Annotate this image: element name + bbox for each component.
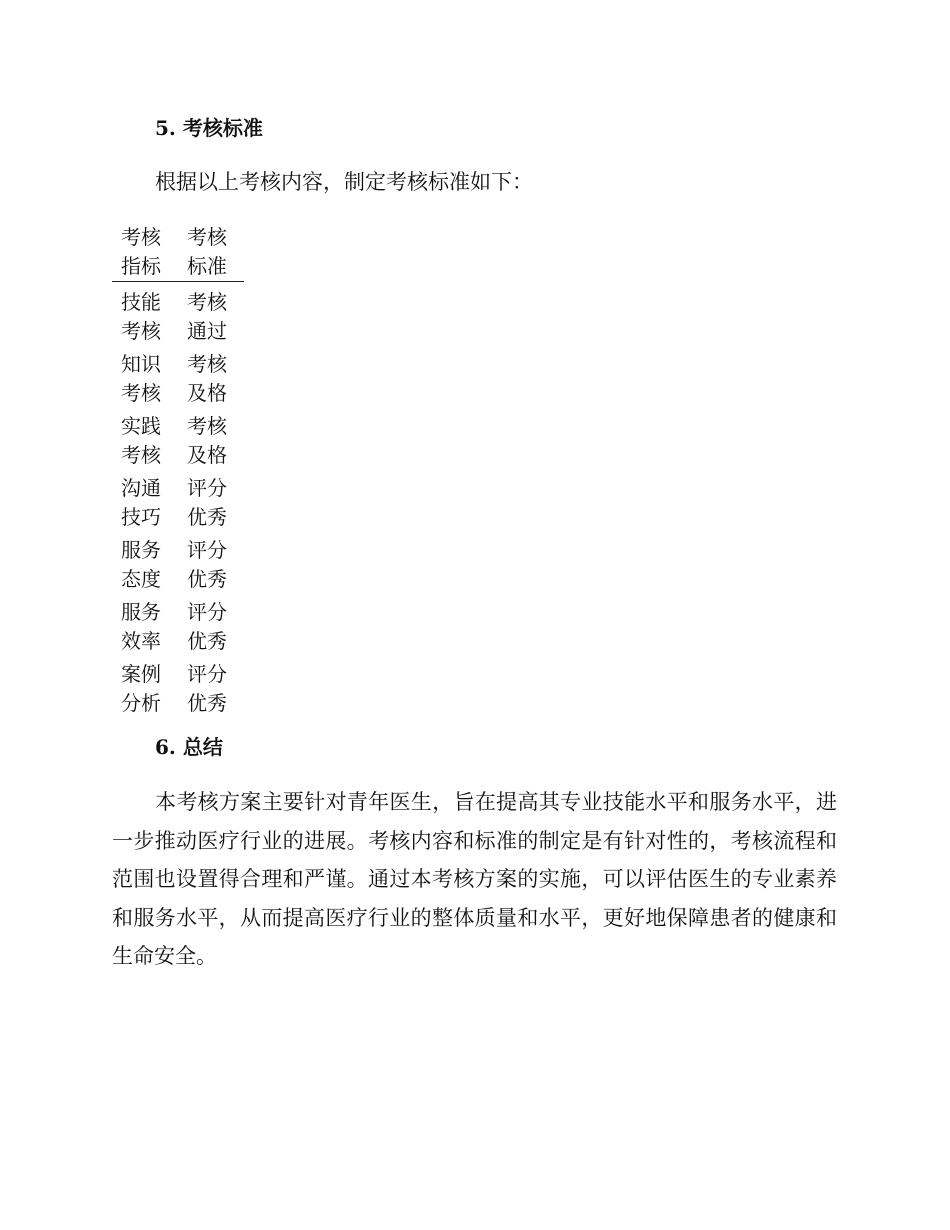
indicator-line: 服务 bbox=[121, 600, 161, 624]
table-row bbox=[112, 531, 244, 593]
indicator-cell bbox=[112, 282, 178, 346]
indicator-line: 态度 bbox=[121, 566, 161, 591]
indicator-line: 实践 bbox=[121, 414, 161, 438]
standard-cell bbox=[178, 469, 244, 531]
section-5-intro: 根据以上考核内容，制定考核标准如下： bbox=[155, 170, 533, 194]
table-row bbox=[112, 593, 244, 655]
indicator-line: 沟通 bbox=[121, 476, 161, 500]
header-indicator-line-1: 考核 bbox=[121, 225, 161, 249]
standard-line: 评分 bbox=[187, 600, 227, 624]
standard-line: 评分 bbox=[187, 538, 227, 562]
header-indicator bbox=[112, 223, 178, 282]
standard-cell bbox=[178, 282, 244, 346]
standard-cell bbox=[178, 531, 244, 593]
standard-line: 通过 bbox=[187, 318, 227, 343]
header-indicator-line-2: 指标 bbox=[121, 253, 161, 278]
standard-line: 考核 bbox=[187, 290, 227, 314]
indicator-line: 技巧 bbox=[121, 504, 161, 529]
standard-cell bbox=[178, 593, 244, 655]
standard-cell bbox=[178, 345, 244, 407]
indicator-line: 考核 bbox=[121, 442, 161, 467]
indicator-cell bbox=[112, 407, 178, 469]
indicator-cell bbox=[112, 655, 178, 717]
standard-line: 优秀 bbox=[187, 566, 227, 591]
standard-line: 及格 bbox=[187, 442, 227, 467]
standard-line: 评分 bbox=[187, 476, 227, 500]
header-standard bbox=[178, 223, 244, 282]
table-row bbox=[112, 407, 244, 469]
indicator-line: 案例 bbox=[121, 662, 161, 686]
header-standard-line-2: 标准 bbox=[187, 253, 227, 278]
criteria-table bbox=[112, 223, 244, 717]
standard-line: 优秀 bbox=[187, 628, 227, 653]
indicator-line: 考核 bbox=[121, 380, 161, 405]
indicator-line: 分析 bbox=[121, 690, 161, 715]
standard-line: 考核 bbox=[187, 414, 227, 438]
section-6-body: 本考核方案主要针对青年医生，旨在提高其专业技能水平和服务水平，进一步推动医疗行业的进展。考核内容和标准的制定是有针对性的，考核流程和范围也设置得合理和严谨。通过本考核方案的实施，可以评估医生的专业素养和服务水平，从而提高医疗行业的整体质量和水平，更好地保障患者的健康和生命安全。 bbox=[112, 790, 837, 968]
standard-line: 优秀 bbox=[187, 504, 227, 529]
indicator-line: 知识 bbox=[121, 352, 161, 376]
criteria-table-header-row bbox=[112, 223, 244, 282]
indicator-line: 效率 bbox=[121, 628, 161, 653]
standard-line: 及格 bbox=[187, 380, 227, 405]
standard-cell bbox=[178, 655, 244, 717]
header-standard-line-1: 考核 bbox=[187, 225, 227, 249]
indicator-line: 技能 bbox=[121, 290, 161, 314]
indicator-line: 服务 bbox=[121, 538, 161, 562]
indicator-cell bbox=[112, 531, 178, 593]
table-row bbox=[112, 282, 244, 346]
standard-line: 优秀 bbox=[187, 690, 227, 715]
table-row bbox=[112, 345, 244, 407]
standard-cell bbox=[178, 407, 244, 469]
indicator-cell bbox=[112, 345, 178, 407]
indicator-cell bbox=[112, 593, 178, 655]
standard-line: 考核 bbox=[187, 352, 227, 376]
table-row bbox=[112, 655, 244, 717]
standard-line: 评分 bbox=[187, 662, 227, 686]
table-row bbox=[112, 469, 244, 531]
indicator-cell bbox=[112, 469, 178, 531]
section-6-heading: 6. 总结 bbox=[155, 735, 223, 759]
indicator-line: 考核 bbox=[121, 318, 161, 343]
section-5-heading: 5. 考核标准 bbox=[155, 116, 263, 140]
